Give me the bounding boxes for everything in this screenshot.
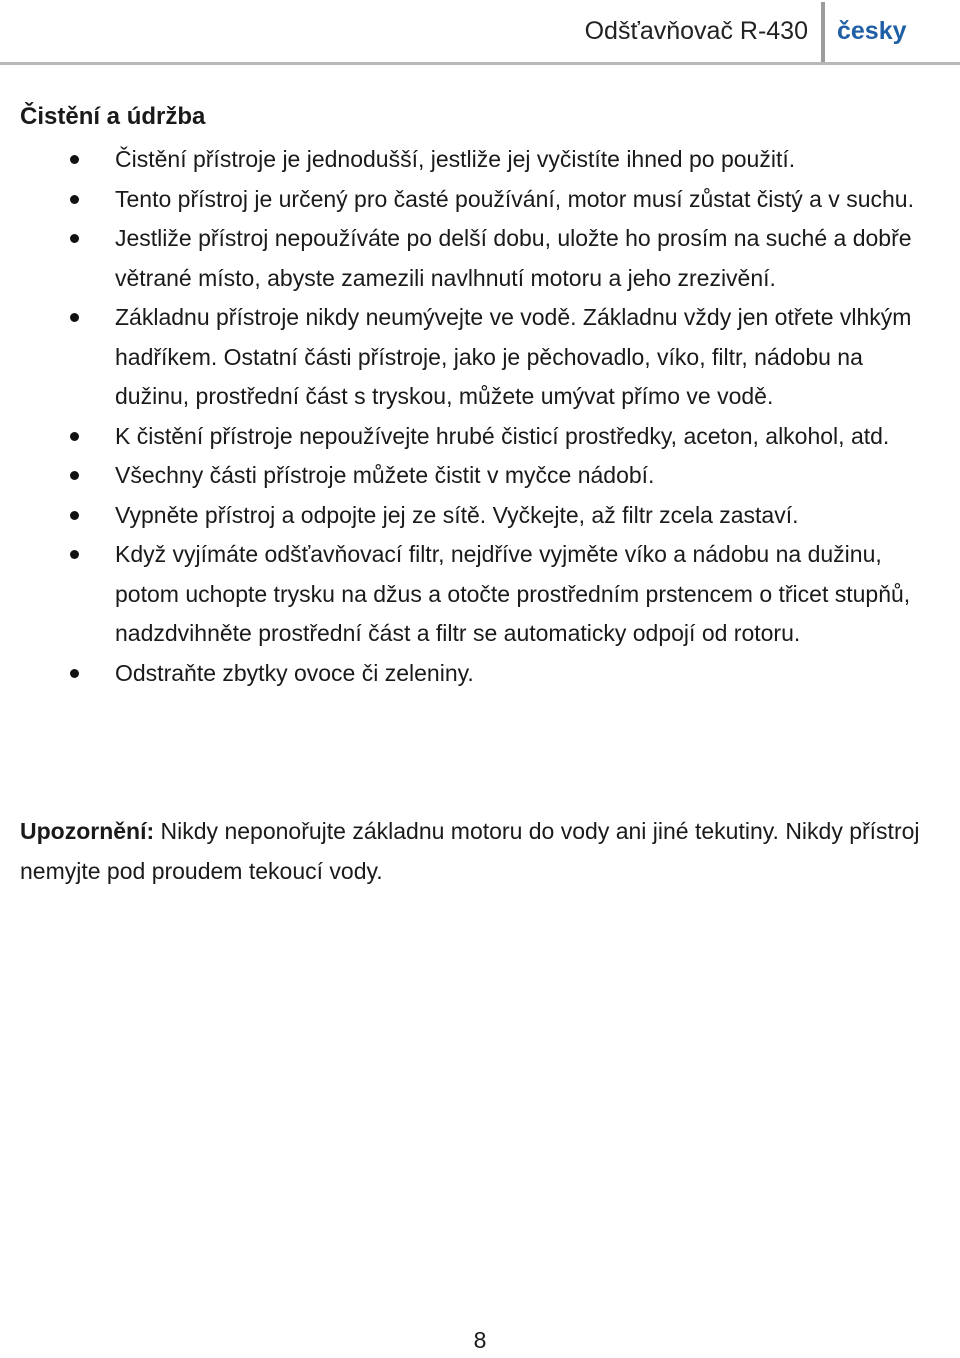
list-item (0, 180, 960, 220)
list-item (0, 456, 960, 496)
list-item-text: Všechny části přístroje můžete čistit v myčce nádobí. (115, 462, 655, 488)
list-item (0, 535, 960, 654)
bullet-icon (70, 550, 79, 559)
bullet-icon (70, 195, 79, 204)
warning-label: Upozornění: (20, 818, 155, 844)
list-item-text: Základnu přístroje nikdy neumývejte ve vodě. Základnu vždy jen otřete vlhkým hadříkem. Ostatní části přístroje, jako je pěchovadlo, víko, filtr, nádobu na dužinu, prostřední část s tryskou, můžete umývat přímo ve vodě. (115, 304, 912, 409)
list-item (0, 219, 960, 298)
list-item (0, 654, 960, 694)
list-item-text: Tento přístroj je určený pro časté používání, motor musí zůstat čistý a v suchu. (115, 185, 914, 212)
list-item-text: Odstraňte zbytky ovoce či zeleniny. (115, 659, 474, 686)
list-item (0, 417, 960, 457)
header-language: česky (837, 17, 907, 45)
bullet-icon (70, 313, 79, 322)
bullet-icon (70, 471, 79, 480)
warning-text: Nikdy neponořujte základnu motoru do vody ani jiné tekutiny. Nikdy přístroj nemyjte pod proudem tekoucí vody. (20, 818, 920, 884)
list-item-text: Čistění přístroje je jednodušší, jestliže jej vyčistíte ihned po použití. (115, 146, 796, 172)
list-item-text: Když vyjímáte odšťavňovací filtr, nejdříve vyjměte víko a nádobu na dužinu, potom uchopte trysku na džus a otočte prostředním prstencem o třicet stupňů, nadzdvihněte prostřední část a filtr se automaticky odpojí od rotoru. (115, 541, 911, 646)
list-item (0, 298, 960, 417)
bullet-icon (70, 669, 79, 678)
list-item-text: K čistění přístroje nepoužívejte hrubé čisticí prostředky, aceton, alkohol, atd. (115, 422, 890, 449)
warning-note (20, 812, 930, 891)
list-item-text: Vypněte přístroj a odpojte jej ze sítě. Vyčkejte, až filtr zcela zastaví. (115, 501, 799, 528)
list-item (0, 496, 960, 536)
section-title: Čistění a údržba (20, 103, 206, 130)
header-title: Odšťavňovač R-430 (584, 17, 808, 45)
header-separator (821, 2, 825, 62)
page-header (0, 0, 960, 66)
list-item-text: Jestliže přístroj nepoužíváte po delší dobu, uložte ho prosím na suché a dobře větrané místo, abyste zamezili navlhnutí motoru a jeho zrezivění. (115, 225, 912, 291)
header-rule (0, 62, 960, 65)
bullet-icon (70, 511, 79, 520)
page-number: 8 (473, 1327, 487, 1353)
bullet-icon (70, 234, 79, 243)
list-item (0, 140, 960, 180)
bullet-icon (70, 432, 79, 441)
bullet-icon (70, 155, 79, 164)
bullet-list (0, 140, 960, 693)
